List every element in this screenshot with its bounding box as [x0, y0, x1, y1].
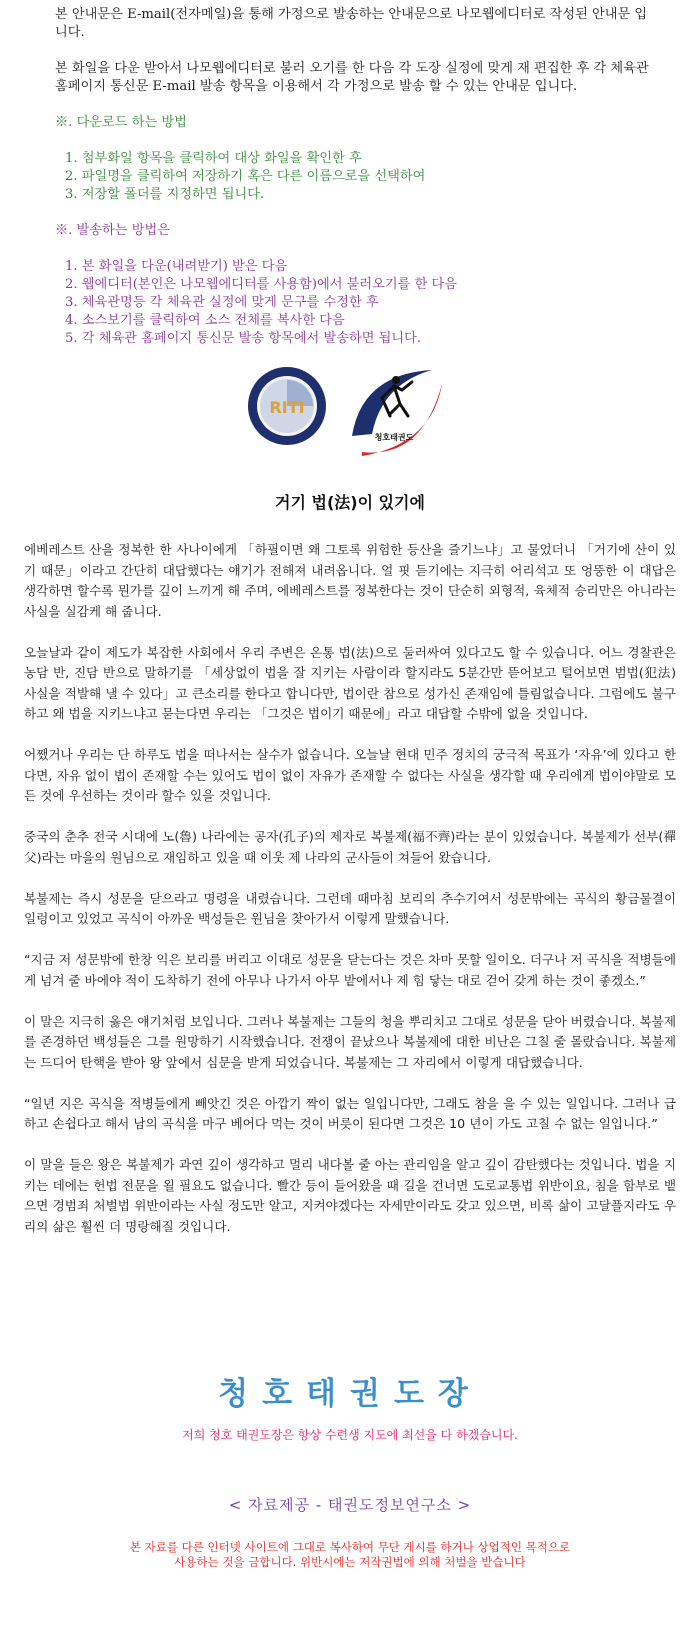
download-title: ※. 다운로드 하는 방법 — [55, 115, 187, 130]
article-paragraph: 오늘날과 같이 제도가 복잡한 사회에서 우리 주변은 온통 법(法)으로 둘러싸여 있다고도 할 수 있습니다. 어느 경찰관은 농담 반, 진담 반으로 말하기를 「세상없이 법을 잘 지키는 사람이라 할지라도 5분간만 뜯어보고 털어보면 범법(犯法) 사실을 적발해 낼 수 있다」고 큰소리를 한다고 합니다만, 법이란 참으로 성가신 존재임에 틀림없습니다. 그럼에도 불구하고 왜 법을 지키느냐고 묻는다면 우리는 「그것은 법이기 때문에」라고 대답할 수밖에 없을 것입니다. — [24, 644, 676, 721]
article-body — [24, 540, 676, 1258]
article-paragraph: 중국의 춘추 전국 시대에 노(魯) 나라에는 공자(孔子)의 제자로 복불제(福不齊)라는 분이 있었습니다. 복불제가 선부(禪父)라는 마을의 원님으로 재임하고 있을 때 이웃 제 나라의 군사들이 쳐들어 왔습니다. — [24, 829, 676, 865]
send-title: ※. 발송하는 방법은 — [55, 223, 170, 238]
download-instructions — [55, 114, 655, 204]
dojang-logo — [342, 364, 452, 464]
article-paragraph: 에베레스트 산을 정복한 한 사나이에게 「하필이면 왜 그토록 위험한 등산을 즐기느냐」고 물었더니 「거기에 산이 있기 때문」이라고 간단히 대답했다는 얘기가 전해져 내려옵니다. 얼 핏 듣기에는 지극히 어리석고 또 엉뚱한 이 대답은 생각하면 할수록 뭔가를 깊이 느끼게 해 주며, 에베레스트를 정복한다는 것이 단순히 외형적, 육체적 승리만은 아니라는 사실을 실감케 해 줍니다. — [24, 542, 676, 619]
download-steps — [55, 150, 655, 204]
dojang-name: 청호태권도장 — [218, 1376, 482, 1412]
download-step: 3. 저장할 폴더를 지정하면 됩니다. — [65, 187, 265, 202]
copyright-line-2: 사용하는 것을 금합니다. 위반시에는 저작권법에 의해 처벌을 받습니다 — [174, 1555, 526, 1569]
send-step: 3. 체육관명등 각 체육관 실정에 맞게 문구를 수정한 후 — [65, 295, 379, 310]
send-step: 4. 소스보기를 클릭하여 소스 전체를 복사한 다음 — [65, 313, 345, 328]
article-paragraph: “지금 저 성문밖에 한창 익은 보리를 버리고 이대로 성문을 닫는다는 것은 차마 못할 일이오. 더구나 저 곡식을 적병들에게 넘겨 줄 바에야 적이 도착하기 전에 아무나 나가서 아무 밭에서나 제 힘 닿는 대로 걷어 갖게 하는 것이 좋겠소.” — [24, 952, 676, 988]
send-step: 5. 각 체육관 홈페이지 통신문 발송 항목에서 발송하면 됩니다. — [65, 331, 422, 346]
logo-group — [247, 366, 447, 476]
research-institute-logo — [247, 366, 327, 446]
article-paragraph: 복불제는 즉시 성문을 닫으라고 명령을 내렸습니다. 그런데 때마침 보리의 추수기여서 성문밖에는 곡식의 황금물결이 일렁이고 있었고 곡식이 아까운 백성들은 원님을 찾아가서 이렇게 말했습니다. — [24, 890, 676, 926]
intro-paragraph-1: 본 안내문은 E-mail(전자메일)을 통해 가정으로 발송하는 안내문으로 나모웹에디터로 작성된 안내문 입니다. — [55, 7, 648, 40]
article-paragraph: 어쨌거나 우리는 단 하루도 법을 떠나서는 살수가 없습니다. 오늘날 현대 민주 정치의 궁극적 목표가 ‘자유’에 있다고 한다면, 자유 없이 법이 존재할 수는 있어도 법이 없이 자유가 존재할 수 없다는 사실을 생각할 때 우리에게 법이야말로 모든 것에 우선하는 것이라 할수 있을 것입니다. — [24, 747, 676, 803]
dojang-pledge: 저희 청호 태권도장은 항상 수련생 지도에 최선을 다 하겠습니다. — [182, 1428, 518, 1442]
article-title: 거기 법(法)이 있기에 — [275, 493, 425, 512]
svg-text:청호태권도: 청호태권도 — [374, 433, 414, 442]
article-paragraph: “일년 지은 곡식을 적병들에게 빼앗긴 것은 아깝기 짝이 없는 일입니다만, 그래도 참을 을 수 있는 일입니다. 그러나 급하고 손쉽다고 해서 남의 곡식을 마구 베어다 먹는 것이 버릇이 된다면 그것은 10 년이 가도 고칠 수 없는 일입니다.” — [24, 1095, 676, 1131]
article-paragraph: 이 말은 지극히 옳은 얘기처럼 보입니다. 그러나 복불제는 그들의 청을 뿌리치고 그대로 성문을 닫아 버렸습니다. 복불제를 존경하던 백성들은 그를 원망하기 시작했습니다. 전쟁이 끝났으나 복불제에 대한 비난은 그칠 줄 몰랐습니다. 복불제는 드디어 탄핵을 받아 왕 앞에서 심문을 받게 되었습니다. 복불제는 그 자리에서 이렇게 대답했습니다. — [24, 1013, 677, 1070]
email-instructions — [55, 6, 655, 366]
send-steps — [55, 258, 655, 348]
send-instructions — [55, 222, 655, 348]
copyright-notice — [100, 1540, 600, 1570]
download-step: 2. 파일명을 클릭하여 저장하기 혹은 다른 이름으로을 선택하여 — [65, 169, 426, 184]
send-step: 1. 본 화일을 다운(내려받기) 받은 다음 — [65, 259, 288, 274]
download-step: 1. 첨부화일 항목을 클릭하여 대상 화일을 확인한 후 — [65, 151, 362, 166]
send-step: 2. 웹에디터(본인은 나모웹에디터를 사용함)에서 불러오기를 한 다음 — [65, 277, 457, 292]
source-credit: < 자료제공 - 태권도정보연구소 > — [228, 1496, 472, 1514]
intro-paragraph-2: 본 화일을 다운 받아서 나모웹에디터로 불러 오기를 한 다음 각 도장 실정에 맞게 재 편집한 후 각 체육관 홈페이지 통신문 E-mail 발송 항목을 이용해서 각 가정으로 발송 할 수 있는 안내문 입니다. — [55, 61, 649, 94]
copyright-line-1: 본 자료를 다른 인터넷 사이트에 그대로 복사하여 무단 게시를 하거나 상업적인 목적으로 — [129, 1540, 571, 1554]
article-paragraph: 이 말을 들은 왕은 복불제가 과연 깊이 생각하고 멀리 내다볼 줄 아는 관리임을 알고 깊이 감탄했다는 것입니다. 법을 지키는 데에는 헌법 전문을 욀 필요도 없습니다. 빨간 등이 들어왔을 때 길을 건너면 도로교통법 위반이요, 침을 함부로 뱉으면 경범죄 처벌법 위반이라는 사실 정도만 알고, 지켜야겠다는 자세만이라도 갖고 있으면, 비록 삶이 고달플지라도 우리의 삶은 훨씬 더 명랑해질 것입니다. — [24, 1157, 676, 1234]
svg-text:RITI: RITI — [269, 398, 305, 417]
